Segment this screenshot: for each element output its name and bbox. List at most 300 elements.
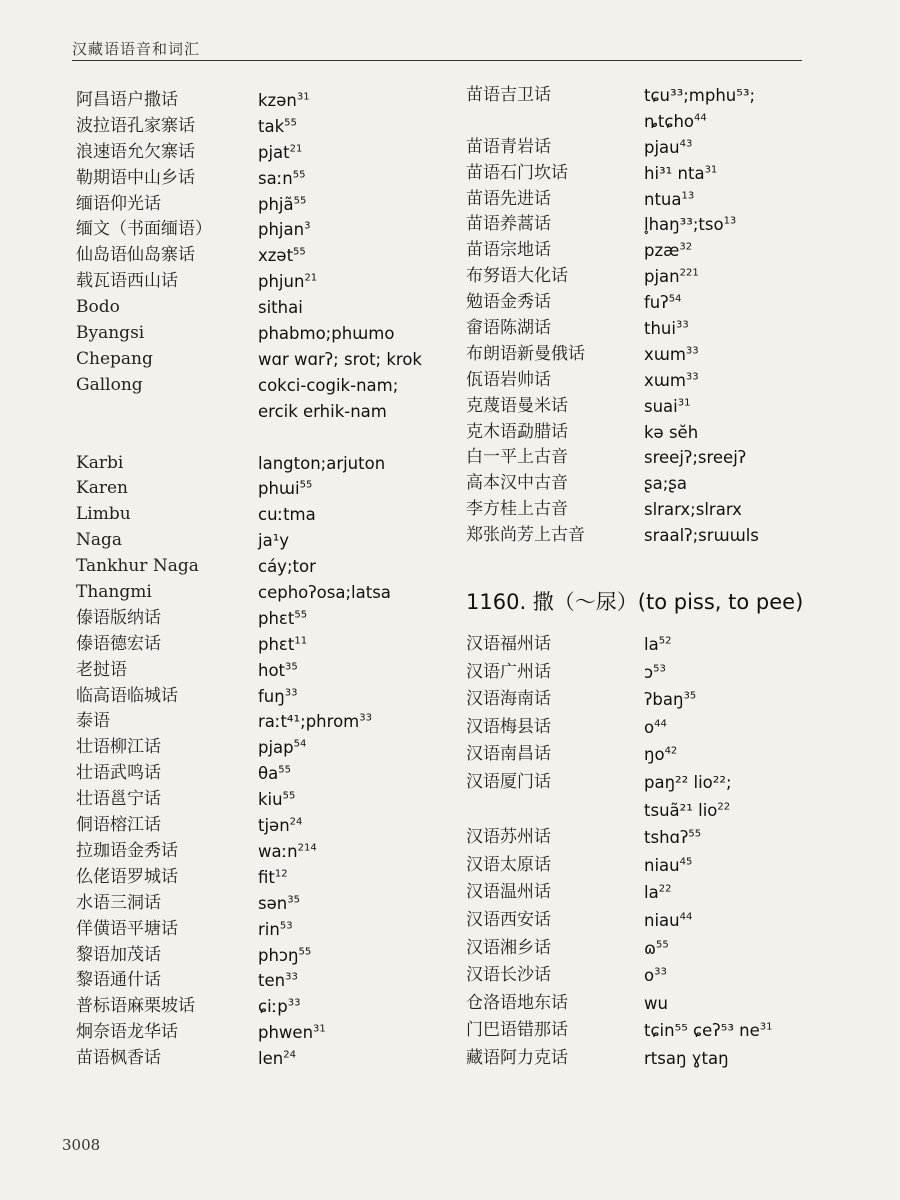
- language-name: 傣语德宏话: [76, 633, 161, 654]
- phonetic-form: [644, 659, 866, 686]
- tone-superscript: 42: [664, 745, 678, 757]
- entry-row: [466, 445, 866, 471]
- language-name: Thangmi: [76, 582, 152, 603]
- form-text: kə sĕh: [644, 422, 699, 442]
- tone-superscript: 214: [297, 842, 317, 854]
- tone-superscript: 43: [679, 138, 693, 150]
- tone-superscript: 33: [285, 971, 298, 983]
- phonetic-form: [644, 1017, 866, 1044]
- form-text: pjau: [644, 137, 680, 157]
- form-text: tɕu³³;mphu⁵³;: [644, 86, 756, 105]
- tone-superscript: 33: [675, 319, 689, 331]
- language-name: 汉语西安话: [466, 909, 551, 930]
- form-text: pjap: [258, 738, 294, 758]
- right-column: [466, 83, 866, 1073]
- language-name: 布朗语新曼俄话: [466, 343, 585, 364]
- entry-row: [76, 476, 456, 502]
- entry-row: [76, 528, 456, 554]
- entry-row: [76, 88, 456, 114]
- phonetic-form: [644, 394, 866, 419]
- form-text: phɯi: [258, 479, 300, 499]
- language-name: 波拉语孔家寨话: [76, 115, 195, 136]
- phonetic-form: [644, 769, 866, 796]
- entry-row: [76, 994, 456, 1020]
- phonetic-form: [644, 368, 866, 393]
- language-name: Limbu: [76, 504, 131, 525]
- entry-row: [76, 632, 456, 658]
- tone-superscript: 33: [685, 371, 699, 383]
- phonetic-form: [644, 824, 866, 851]
- phonetic-form: [258, 399, 456, 424]
- tone-superscript: 54: [293, 738, 307, 750]
- phonetic-form: [258, 968, 456, 993]
- form-text: kiu: [258, 790, 283, 810]
- tone-superscript: 31: [759, 1021, 773, 1033]
- form-text: cokci-cogik-nam;: [258, 375, 399, 395]
- form-text: tsuã²¹ lio: [644, 800, 718, 820]
- form-text: ȵtɕho: [644, 111, 694, 131]
- form-text: paŋ²² lio²²;: [644, 773, 732, 792]
- tone-superscript: 54: [668, 293, 682, 305]
- language-name: 白一平上古音: [466, 447, 568, 468]
- phonetic-form: [644, 238, 866, 263]
- phonetic-form: [258, 243, 456, 268]
- language-name: Naga: [76, 530, 123, 551]
- form-text: tak: [258, 116, 285, 136]
- form-text: fuʔ: [644, 293, 669, 313]
- entry-row: [466, 290, 866, 316]
- tone-superscript: 24: [289, 816, 303, 828]
- phonetic-form: [258, 839, 456, 864]
- language-name: Tankhur Naga: [76, 556, 199, 577]
- section-heading: 1160. 撒（～尿）(to piss, to pee): [466, 590, 804, 615]
- entry-row: [76, 1046, 456, 1072]
- phonetic-form: [258, 709, 456, 734]
- language-name: 汉语太原话: [466, 854, 551, 875]
- entry-row: [76, 166, 456, 192]
- form-text: sraalʔ;srɯɯls: [644, 526, 759, 546]
- running-header: 汉藏语语音和词汇: [72, 40, 201, 58]
- phonetic-form: [258, 787, 456, 812]
- phonetic-form: [258, 684, 456, 709]
- language-name: 苗语养蒿话: [466, 214, 551, 235]
- entry-row: [466, 990, 866, 1018]
- language-name: 仙岛语仙岛寨话: [76, 245, 195, 266]
- entry-row: [76, 347, 456, 373]
- form-text: phjun: [258, 272, 305, 292]
- entry-row: [76, 839, 456, 865]
- form-text: la: [644, 635, 659, 655]
- phonetic-form: [258, 269, 456, 294]
- entry-row: [76, 865, 456, 891]
- language-name: 汉语广州话: [466, 661, 551, 682]
- tone-superscript: 21: [304, 272, 318, 284]
- tone-superscript: 11: [294, 635, 308, 647]
- entry-row: [466, 879, 866, 907]
- form-text: ʔbaŋ: [644, 690, 684, 710]
- entry-row: [76, 269, 456, 295]
- entry-row: [76, 321, 456, 347]
- phonetic-form: [258, 451, 456, 476]
- language-name: 李方桂上古音: [466, 499, 568, 520]
- entry-row: [466, 907, 866, 935]
- entry-row: [466, 935, 866, 963]
- phonetic-form: [644, 187, 866, 212]
- entry-row: [76, 658, 456, 684]
- phonetic-form: [644, 264, 866, 289]
- language-name: Karen: [76, 478, 128, 499]
- entry-row: [466, 523, 866, 549]
- entry-row: [466, 212, 866, 238]
- language-name: 黎语加茂话: [76, 944, 161, 965]
- form-text: fuŋ: [258, 686, 285, 706]
- entry-row: [76, 554, 456, 580]
- entry-spacer: [76, 425, 456, 451]
- tone-superscript: 32: [679, 241, 693, 253]
- phonetic-form: [258, 943, 456, 968]
- tone-superscript: 31: [677, 397, 691, 409]
- language-name: 侗语榕江话: [76, 815, 161, 836]
- tone-superscript: 33: [284, 687, 298, 699]
- phonetic-form: [258, 554, 456, 579]
- form-text: saːn: [258, 168, 293, 188]
- phonetic-form: [258, 761, 456, 786]
- form-text: tɕin⁵⁵ ɕeʔ⁵³ ne: [644, 1021, 760, 1041]
- form-text: la: [644, 883, 659, 903]
- entry-row: [76, 891, 456, 917]
- phonetic-form: [644, 161, 866, 186]
- form-text: fit: [258, 867, 275, 887]
- tone-superscript: 221: [679, 267, 699, 279]
- language-name: 壮语武鸣话: [76, 763, 161, 784]
- tone-superscript: 13: [723, 215, 737, 227]
- phonetic-form: [644, 714, 866, 741]
- entry-row: [76, 243, 456, 269]
- form-text: sithai: [258, 298, 303, 318]
- entry-row: [466, 497, 866, 523]
- entry-row: [76, 373, 456, 399]
- form-text: ntua: [644, 189, 682, 209]
- entry-row: [466, 824, 866, 852]
- phonetic-form: [644, 471, 866, 496]
- entry-row: [76, 917, 456, 943]
- form-text: phɛt: [258, 608, 295, 628]
- form-text: cephoʔosa;latsa: [258, 583, 391, 603]
- language-name: 布努语大化话: [466, 266, 568, 287]
- phonetic-form: [258, 373, 456, 398]
- form-text: cáy;tor: [258, 557, 316, 577]
- language-name: 拉珈语金秀话: [76, 840, 178, 861]
- phonetic-form: [258, 865, 456, 890]
- entry-row: [76, 502, 456, 528]
- form-text: thui: [644, 319, 676, 339]
- language-name: 汉语苏州话: [466, 827, 551, 848]
- form-text: rtsaŋ ɣtaŋ: [644, 1048, 729, 1068]
- form-text: phjã: [258, 194, 294, 214]
- tone-superscript: 55: [299, 479, 313, 491]
- phonetic-form: [644, 797, 866, 824]
- form-text: slrarx;slrarx: [644, 500, 742, 520]
- phonetic-form: [258, 606, 456, 631]
- form-text: sən: [258, 893, 288, 913]
- entry-row: [466, 420, 866, 446]
- entry-continuation: [466, 797, 866, 825]
- language-name: 克蔑语曼米话: [466, 395, 568, 416]
- phonetic-form: [258, 114, 456, 139]
- phonetic-form: [644, 109, 866, 134]
- entry-row: [76, 606, 456, 632]
- phonetic-form: [644, 907, 866, 934]
- phonetic-form: [644, 962, 866, 989]
- tone-superscript: 33: [654, 966, 667, 978]
- form-text: langton;arjuton: [258, 453, 386, 473]
- language-name: 壮语柳江话: [76, 737, 161, 758]
- phonetic-form: [258, 917, 456, 942]
- language-name: Byangsi: [76, 323, 145, 344]
- tone-superscript: 12: [274, 868, 288, 880]
- language-name: 汉语南昌话: [466, 744, 551, 765]
- language-name: 汉语温州话: [466, 882, 551, 903]
- header-rule: [72, 60, 802, 61]
- tone-superscript: 35: [287, 894, 300, 906]
- tone-superscript: 53: [653, 663, 666, 675]
- tone-superscript: 35: [285, 661, 298, 673]
- language-name: 缅文（书面缅语）: [76, 219, 212, 240]
- phonetic-form: [258, 347, 456, 372]
- entry-row: [76, 787, 456, 813]
- entry-row: [76, 813, 456, 839]
- form-text: len: [258, 1049, 284, 1069]
- phonetic-form: [258, 217, 456, 242]
- tone-superscript: 55: [298, 946, 312, 957]
- entry-row: [466, 135, 866, 161]
- tone-superscript: 55: [282, 790, 296, 802]
- phonetic-form: [644, 290, 866, 315]
- language-name: 载瓦语西山话: [76, 271, 178, 292]
- tone-superscript: 24: [283, 1049, 296, 1061]
- form-text: ɕiːp: [258, 997, 288, 1017]
- phonetic-form: [644, 497, 866, 522]
- entry-row: [76, 709, 456, 735]
- tone-superscript: 55: [656, 939, 669, 951]
- language-name: 炯奈语龙华话: [76, 1022, 178, 1043]
- tone-superscript: 13: [681, 190, 695, 202]
- form-text: rin: [258, 919, 280, 939]
- phonetic-form: [644, 445, 866, 470]
- form-text: niau: [644, 855, 680, 875]
- tone-superscript: 45: [679, 856, 693, 868]
- phonetic-form: [644, 741, 866, 768]
- tone-superscript: 21: [289, 143, 303, 155]
- tone-superscript: 55: [284, 117, 297, 129]
- language-name: 畲语陈湖话: [466, 318, 551, 339]
- entry-row: [466, 1017, 866, 1045]
- entry-row: [466, 471, 866, 497]
- tone-superscript: 3: [304, 220, 311, 232]
- tone-superscript: 44: [654, 718, 667, 730]
- entry-row: [466, 238, 866, 264]
- phonetic-form: [644, 212, 866, 237]
- entry-row: [466, 368, 866, 394]
- language-name: 黎语通什话: [76, 970, 161, 991]
- form-text: phɔŋ: [258, 945, 299, 965]
- tone-superscript: 31: [313, 1023, 326, 1035]
- language-name: 苗语青岩话: [466, 136, 551, 157]
- entry-row: [76, 943, 456, 969]
- form-text: xɯm: [644, 370, 686, 390]
- language-name: Chepang: [76, 348, 153, 369]
- form-text: kzən: [258, 91, 297, 110]
- form-text: ɔ: [644, 662, 654, 682]
- entry-row: [466, 316, 866, 342]
- language-name: 汉语厦门话: [466, 772, 551, 792]
- phonetic-form: [644, 1045, 866, 1072]
- form-text: θa: [258, 764, 279, 784]
- entry-row: [76, 968, 456, 994]
- form-text: cuːtma: [258, 505, 316, 525]
- entry-row: [466, 769, 866, 797]
- language-name: 阿昌语户撒话: [76, 90, 178, 110]
- right-column-entries: [466, 83, 866, 549]
- form-text: phjan: [258, 220, 305, 240]
- entry-row: [76, 761, 456, 787]
- entry-continuation: [466, 109, 866, 135]
- language-name: 苗语枫香话: [76, 1048, 161, 1069]
- language-name: 泰语: [76, 711, 110, 732]
- tone-superscript: 55: [294, 609, 308, 621]
- form-text: hot: [258, 660, 286, 680]
- form-text: tshɑʔ: [644, 828, 689, 848]
- form-text: pjan: [644, 267, 680, 287]
- form-text: tjən: [258, 816, 290, 836]
- phonetic-form: [258, 321, 456, 346]
- tone-superscript: 44: [694, 112, 707, 124]
- language-name: 苗语宗地话: [466, 240, 551, 261]
- page-number: 3008: [62, 1136, 101, 1154]
- phonetic-form: [258, 994, 456, 1019]
- language-name: 勒期语中山乡话: [76, 167, 195, 188]
- language-name: Gallong: [76, 374, 143, 395]
- phonetic-form: [258, 632, 456, 657]
- tone-superscript: 55: [293, 195, 307, 207]
- phonetic-form: [258, 88, 456, 113]
- entry-row: [76, 580, 456, 606]
- phonetic-form: [258, 813, 456, 838]
- form-text: ercik erhik-nam: [258, 401, 387, 421]
- form-text: hi³¹ nta: [644, 163, 705, 183]
- tone-superscript: 55: [688, 828, 702, 840]
- tone-superscript: 44: [679, 911, 693, 923]
- tone-superscript: 22: [717, 801, 731, 813]
- phonetic-form: [258, 528, 456, 553]
- entry-row: [466, 631, 866, 659]
- entry-row: [466, 83, 866, 109]
- form-text: wɑr wɑrʔ; srot; krok: [258, 349, 422, 369]
- tone-superscript: 55: [292, 169, 306, 181]
- form-text: raːt⁴¹;phrom: [258, 712, 360, 732]
- language-name: 普标语麻栗坡话: [76, 996, 195, 1017]
- language-name: 老挝语: [76, 659, 127, 680]
- language-name: Bodo: [76, 297, 120, 318]
- form-text: o: [644, 717, 655, 737]
- tone-superscript: 31: [296, 91, 310, 103]
- form-text: ŋo: [644, 745, 665, 765]
- entry-row: [466, 741, 866, 769]
- language-name: 苗语吉卫话: [466, 85, 551, 105]
- entry-row: [466, 264, 866, 290]
- entry-row: [76, 1020, 456, 1046]
- phonetic-form: [258, 476, 456, 501]
- tone-superscript: 33: [359, 712, 372, 724]
- form-text: phwen: [258, 1023, 314, 1043]
- phonetic-form: [644, 83, 866, 108]
- tone-superscript: 52: [658, 635, 672, 647]
- entry-row: [76, 217, 456, 243]
- entry-row: [466, 659, 866, 687]
- language-name: Karbi: [76, 452, 124, 473]
- phonetic-form: [644, 135, 866, 160]
- form-text: xzət: [258, 246, 294, 266]
- phonetic-form: [644, 523, 866, 548]
- phonetic-form: [644, 316, 866, 341]
- entry-continuation: [76, 399, 456, 425]
- form-text: ʂa;ʂa: [644, 474, 687, 494]
- language-name: 高本汉中古音: [466, 473, 568, 494]
- language-name: 苗语石门坎话: [466, 162, 568, 183]
- form-text: ɷ: [644, 938, 657, 958]
- language-name: 仓洛语地东话: [466, 992, 568, 1013]
- phonetic-form: [644, 342, 866, 367]
- phonetic-form: [258, 192, 456, 217]
- form-text: o: [644, 966, 655, 986]
- language-name: 汉语长沙话: [466, 965, 551, 986]
- entry-row: [466, 1045, 866, 1073]
- form-text: ten: [258, 971, 286, 991]
- language-name: 汉语梅县话: [466, 716, 551, 737]
- language-name: 汉语福州话: [466, 634, 551, 655]
- form-text: niau: [644, 910, 680, 930]
- language-name: 门巴语错那话: [466, 1020, 568, 1041]
- form-text: phɛt: [258, 634, 295, 654]
- language-name: 壮语邕宁话: [76, 789, 161, 810]
- language-name: 郑张尚芳上古音: [466, 525, 585, 546]
- entry-row: [76, 684, 456, 710]
- phonetic-form: [644, 686, 866, 713]
- phonetic-form: [258, 140, 456, 165]
- left-column: [76, 88, 456, 1072]
- form-text: sreejʔ;sreejʔ: [644, 448, 747, 468]
- form-text: ja¹y: [258, 531, 290, 551]
- phonetic-form: [644, 879, 866, 906]
- form-text: l̥haŋ³³;tso: [644, 215, 724, 235]
- entry-row: [76, 295, 456, 321]
- language-name: 佤语岩帅话: [466, 369, 551, 390]
- language-name: 苗语先进话: [466, 188, 551, 209]
- entry-row: [466, 342, 866, 368]
- phonetic-form: [644, 935, 866, 962]
- tone-superscript: 55: [278, 764, 291, 776]
- language-name: 水语三洞话: [76, 892, 161, 913]
- language-name: 浪速语允欠寨话: [76, 141, 195, 162]
- entry-row: [76, 735, 456, 761]
- entry-row: [76, 451, 456, 477]
- language-name: 仫佬语罗城话: [76, 866, 178, 887]
- tone-superscript: 33: [685, 345, 699, 357]
- form-text: phabmo;phɯmo: [258, 324, 395, 344]
- language-name: 勉语金秀话: [466, 292, 551, 313]
- language-name: 缅语仰光话: [76, 193, 161, 214]
- section-entries: [466, 631, 866, 1073]
